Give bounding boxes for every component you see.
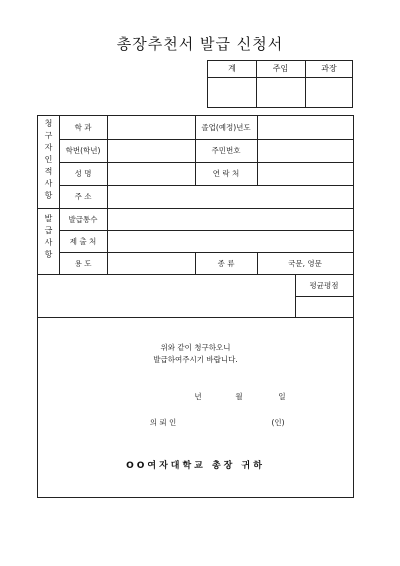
approval-label-team: 계 (228, 64, 236, 73)
label-resident-number: 주민번호 (211, 146, 241, 155)
applicant-label: 의 뢰 인 (149, 417, 177, 427)
label-name: 성 명 (74, 169, 92, 178)
date-month-label: 월 (235, 391, 243, 401)
label-contact: 연 락 처 (212, 169, 240, 178)
label-copies: 발급통수 (68, 214, 98, 224)
label-purpose: 용 도 (74, 258, 92, 268)
gpa-divider (295, 296, 353, 297)
label-gpa: 평균평점 (309, 280, 339, 290)
label-student-id: 학번(학년) (65, 146, 101, 155)
section-label-issuance: 발 급 사 항 (44, 214, 53, 259)
section-divider (38, 317, 353, 318)
page-title: 총장추천서 발급 신청서 (116, 35, 284, 53)
label-type: 종 류 (217, 258, 235, 268)
column-divider (257, 116, 258, 185)
addressee: OO여자대학교 총장 귀하 (126, 461, 265, 471)
approval-label-manager: 과장 (321, 64, 337, 73)
statement-line-2: 발급하여주시기 바랍니다. (153, 355, 238, 364)
date-day-label: 일 (278, 391, 286, 401)
section-label-claimant: 청 구 자 인 적 사 항 (44, 119, 53, 200)
statement-line-1: 위와 같이 청구하오니 (160, 343, 231, 352)
date-year-label: 년 (194, 391, 202, 401)
value-type: 국문, 영문 (288, 258, 322, 268)
approval-box (207, 60, 353, 108)
application-form (37, 115, 354, 498)
label-submit-to: 제 출 처 (69, 236, 97, 246)
label-department: 학 과 (74, 123, 92, 132)
label-graduation-year: 졸업(예정)년도 (201, 123, 251, 132)
seal-label: (인) (271, 417, 285, 427)
approval-label-chief: 주임 (272, 64, 289, 73)
column-divider (107, 116, 108, 274)
label-address: 주 소 (74, 192, 92, 201)
